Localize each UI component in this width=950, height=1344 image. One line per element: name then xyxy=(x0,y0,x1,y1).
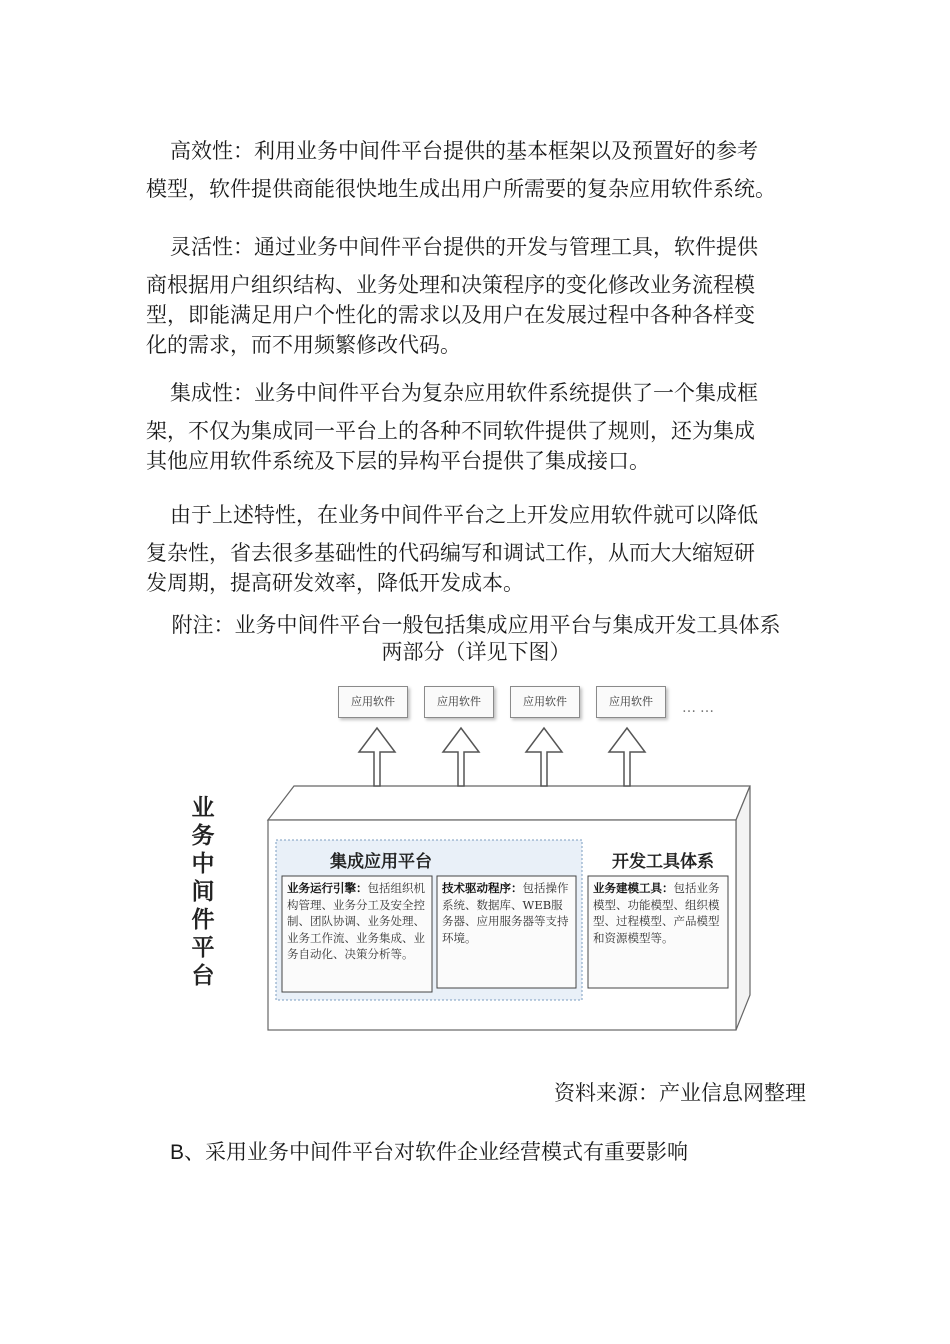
figure-source: 资料来源：产业信息网整理 xyxy=(554,1081,806,1105)
engine-box xyxy=(287,880,429,963)
up-arrow-icon xyxy=(609,728,645,786)
engine-box-text: 包括组织机构管理、业务分工及安全控制、团队协调、业务处理、业务工作流、业务集成、业务自动化、决策分析等。 xyxy=(287,881,425,961)
driver-box-title: 技术驱动程序： xyxy=(442,881,523,895)
side-label-char: 中 xyxy=(191,850,215,877)
section-heading-b xyxy=(170,1137,688,1168)
text-line: 集成性：业务中间件平台为复杂应用软件系统提供了一个集成框 xyxy=(170,381,758,405)
text-line: 高效性：利用业务中间件平台提供的基本框架以及预置好的参考 xyxy=(170,139,758,163)
note-line: 两部分（详见下图） xyxy=(381,640,571,664)
text-line: 商根据用户组织结构、业务处理和决策程序的变化修改业务流程模 xyxy=(146,273,755,297)
app-software-box: 应用软件 xyxy=(596,686,666,718)
text-line: 由于上述特性，在业务中间件平台之上开发应用软件就可以降低 xyxy=(170,503,758,527)
heading-text: 、采用业务中间件平台对软件企业经营模式有重要影响 xyxy=(184,1140,689,1164)
app-software-box: 应用软件 xyxy=(338,686,408,718)
driver-box-text: 包括操作系统、数据库、WEB服务器、应用服务器等支持环境。 xyxy=(442,881,569,945)
integration-platform-title: 集成应用平台 xyxy=(330,852,432,872)
arrows xyxy=(359,728,645,786)
text-line: 模型，软件提供商能很快地生成出用户所需要的复杂应用软件系统。 xyxy=(146,177,776,201)
side-label-char: 件 xyxy=(191,906,215,933)
text-line: 架，不仅为集成同一平台上的各种不同软件提供了规则，还为集成 xyxy=(146,419,755,443)
text-line: 型，即能满足用户个性化的需求以及用户在发展过程中各种各样变 xyxy=(146,303,755,327)
modeling-box-text: 包括业务模型、功能模型、组织模型、过程模型、产品模型和资源模型等。 xyxy=(593,881,720,945)
side-label xyxy=(188,794,218,990)
driver-box xyxy=(442,880,572,946)
engine-box-title: 业务运行引擎： xyxy=(287,881,368,895)
modeling-box-title: 业务建模工具： xyxy=(593,881,674,895)
up-arrow-icon xyxy=(443,728,479,786)
side-label-char: 台 xyxy=(191,962,215,989)
text-line: 其他应用软件系统及下层的异构平台提供了集成接口。 xyxy=(146,449,650,473)
note-line: 附注：业务中间件平台一般包括集成应用平台与集成开发工具体系 xyxy=(171,613,781,637)
text-line: 发周期，提高研发效率，降低开发成本。 xyxy=(146,571,524,595)
side-label-char: 业 xyxy=(191,794,215,821)
side-label-char: 平 xyxy=(191,934,215,961)
platform-top-face xyxy=(268,786,750,820)
up-arrow-icon xyxy=(526,728,562,786)
text-line: 复杂性，省去很多基础性的代码编写和调试工作，从而大大缩短研 xyxy=(146,541,755,565)
side-label-char: 间 xyxy=(191,878,215,905)
app-software-box: 应用软件 xyxy=(424,686,494,718)
modeling-box xyxy=(593,880,725,946)
side-label-char: 务 xyxy=(191,822,215,849)
devtools-title: 开发工具体系 xyxy=(612,852,714,872)
heading-letter: B xyxy=(170,1141,185,1164)
up-arrow-icon xyxy=(359,728,395,786)
text-line: 灵活性：通过业务中间件平台提供的开发与管理工具，软件提供 xyxy=(170,235,758,259)
platform-side-face xyxy=(736,786,750,1030)
more-apps-ellipsis: …… xyxy=(682,700,718,716)
text-line: 化的需求，而不用频繁修改代码。 xyxy=(146,333,461,357)
app-software-box: 应用软件 xyxy=(510,686,580,718)
